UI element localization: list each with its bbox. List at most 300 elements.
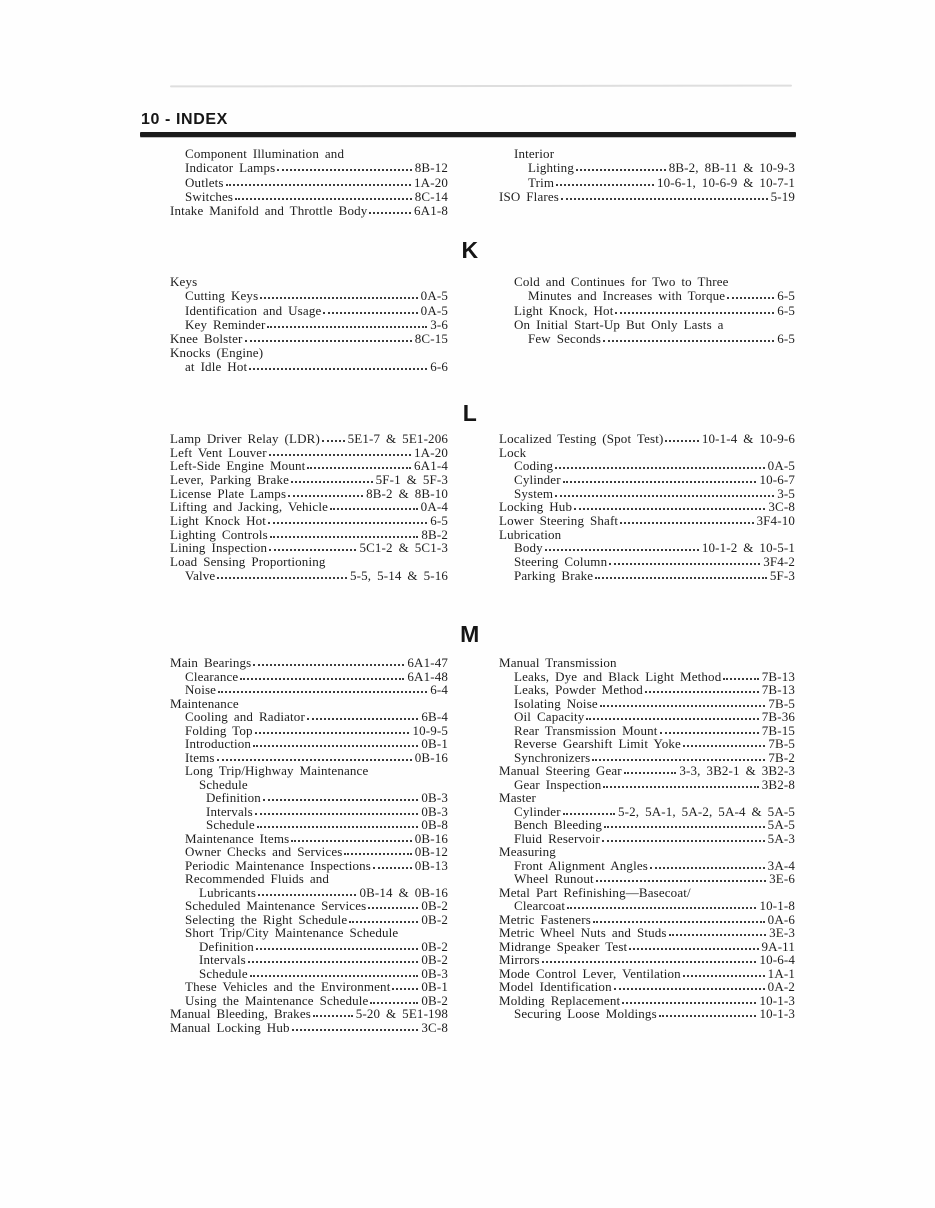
dot-leader (723, 678, 758, 680)
index-entry (499, 818, 795, 832)
entry-label: Measuring (499, 844, 556, 860)
page-ref: 0A-5 (420, 288, 448, 304)
dot-leader (600, 705, 766, 707)
dot-leader (291, 481, 373, 483)
page-header: 10 - INDEX (141, 111, 228, 128)
dot-leader (563, 481, 757, 483)
dot-leader (257, 826, 419, 828)
entry-label: Parking Brake (514, 567, 594, 583)
page-ref: 6-5 (777, 330, 795, 346)
dot-leader (269, 549, 356, 551)
index-entry (170, 189, 448, 203)
page-ref: 0A-2 (767, 979, 795, 995)
entry-label: Securing Loose Moldings (514, 1006, 657, 1022)
section-letter: K (461, 236, 479, 263)
index-column-right (499, 431, 795, 582)
dot-leader (542, 961, 757, 963)
page-ref: 5F-1 & 5F-3 (375, 472, 448, 487)
index-entry (170, 966, 448, 980)
page-ref: 0B-2 (421, 952, 448, 968)
page-ref: 1A-20 (414, 174, 448, 190)
entry-label: Lighting Controls (170, 526, 268, 542)
dot-leader (370, 1002, 418, 1004)
dot-leader (256, 948, 418, 950)
dot-leader (277, 169, 411, 171)
dot-leader (556, 184, 654, 186)
entry-label: Schedule (199, 776, 248, 792)
index-entry (499, 317, 795, 331)
page-ref: 1A-20 (414, 444, 448, 460)
index-entry (499, 541, 795, 555)
entry-label: Using the Maintenance Schedule (185, 992, 369, 1008)
page-ref: 8B-2 (421, 526, 448, 542)
index-entry (499, 804, 795, 818)
index-entry (499, 656, 795, 670)
index-entry (499, 513, 795, 527)
entry-label: Intervals (199, 952, 246, 968)
index-entry (499, 174, 795, 188)
index-entry (170, 818, 448, 832)
entry-label: Clearance (185, 668, 239, 684)
page-ref: 3-3, 3B2-1 & 3B2-3 (679, 763, 795, 779)
dot-leader (369, 212, 411, 214)
page-ref: 5A-3 (767, 830, 795, 846)
entry-label: Indicator Lamps (185, 160, 276, 176)
page-ref: 6A1-8 (414, 202, 448, 218)
entry-label: Lever, Parking Brake (170, 472, 290, 487)
index-entry (499, 1007, 795, 1021)
index-column-right (499, 146, 795, 217)
page-ref: 10-1-4 & 10-9-6 (701, 430, 795, 446)
index-entry (499, 737, 795, 751)
index-entry (499, 885, 795, 899)
page-ref: 3F4-10 (756, 513, 795, 529)
dot-leader (555, 495, 774, 497)
index-entry (499, 831, 795, 845)
page-ref: 3F4-2 (763, 554, 795, 570)
index-entry (170, 359, 448, 373)
entry-label: Maintenance (170, 695, 239, 711)
section-columns (140, 656, 800, 1034)
header-rule (140, 132, 796, 137)
entry-label: These Vehicles and the Environment (185, 979, 391, 995)
entry-label: System (514, 485, 554, 501)
dot-leader (292, 1029, 419, 1031)
entry-label: Localized Testing (Spot Test) (499, 430, 664, 446)
page-ref: 3C-8 (768, 499, 795, 515)
index-entry (170, 858, 448, 872)
page-ref: 5-19 (770, 188, 795, 204)
entry-label: Manual Steering Gear (499, 763, 622, 779)
index-entry (170, 541, 448, 555)
dot-leader (683, 975, 765, 977)
dot-leader (603, 340, 774, 342)
index-entry (170, 764, 448, 778)
page-ref: 5C1-2 & 5C1-3 (359, 540, 448, 556)
entry-label: Lower Steering Shaft (499, 513, 619, 529)
index-entry (170, 513, 448, 527)
page-ref: 10-1-3 (759, 992, 795, 1008)
index-entry (170, 750, 448, 764)
entry-label: Definition (206, 790, 261, 806)
index-entry (170, 431, 448, 445)
entry-label: Mode Control Lever, Ventilation (499, 965, 681, 981)
dot-leader (217, 577, 347, 579)
entry-label: Model Identification (499, 979, 612, 995)
page-ref: 10-1-2 & 10-5-1 (701, 540, 795, 556)
page-ref: 7B-36 (761, 709, 795, 725)
page-ref: 8C-15 (414, 330, 448, 346)
dot-leader (645, 691, 759, 693)
index-entry (499, 486, 795, 500)
index-entry (170, 912, 448, 926)
entry-label: Lining Inspection (170, 540, 268, 556)
page-ref: 6A1-47 (407, 655, 448, 671)
entry-label: Rear Transmission Mount (514, 722, 658, 738)
dot-leader (249, 368, 427, 370)
page-ref: 10-6-4 (759, 952, 795, 968)
dot-leader (217, 759, 412, 761)
index-entry (170, 288, 448, 302)
page-ref: 7B-2 (768, 749, 795, 765)
dot-leader (250, 975, 419, 977)
dot-leader (322, 440, 345, 442)
index-entry (499, 777, 795, 791)
index-entry (499, 568, 795, 582)
index-section-continued (140, 146, 800, 217)
dot-leader (555, 467, 764, 469)
dot-leader (561, 198, 768, 200)
dot-leader (368, 907, 418, 909)
dot-leader (622, 1002, 756, 1004)
index-entry (499, 872, 795, 886)
entry-label: Switches (185, 188, 234, 204)
dot-leader (248, 961, 419, 963)
dot-leader (629, 948, 758, 950)
page-ref: 5A-5 (767, 817, 795, 833)
page-ref: 5-5, 5-14 & 5-16 (350, 567, 448, 583)
index-entry (499, 302, 795, 316)
dot-leader (545, 549, 699, 551)
index-entry (170, 1020, 448, 1034)
dot-leader (349, 921, 418, 923)
entry-label: Clearcoat (514, 898, 566, 914)
dot-leader (650, 867, 765, 869)
dot-leader (240, 678, 404, 680)
index-section-k (140, 237, 800, 373)
index-entry (170, 683, 448, 697)
entry-label: Intake Manifold and Throttle Body (170, 202, 368, 218)
index-entry (170, 331, 448, 345)
entry-label: Manual Transmission (499, 655, 617, 671)
dot-leader (669, 934, 767, 936)
index-entry (499, 953, 795, 967)
index-entry (170, 302, 448, 316)
page-ref: 0B-3 (421, 803, 448, 819)
page-ref: 8C-14 (414, 188, 448, 204)
index-entry (170, 845, 448, 859)
section-letter: M (460, 620, 480, 647)
page-ref: 0A-5 (767, 458, 795, 474)
index-entry (499, 926, 795, 940)
index-entry (170, 791, 448, 805)
dot-leader (258, 894, 356, 896)
index-entry (170, 872, 448, 886)
entry-label: Bench Bleeding (514, 817, 602, 833)
page-ref: 3B2-8 (761, 776, 795, 792)
page-ref: 7B-5 (768, 736, 795, 752)
entry-label: Definition (199, 938, 254, 954)
index-entry (170, 472, 448, 486)
dot-leader (602, 840, 765, 842)
entry-label: Left-Side Engine Mount (170, 458, 306, 474)
index-entry (170, 554, 448, 568)
page-ref: 3E-6 (769, 871, 795, 887)
index-entry (170, 669, 448, 683)
dot-leader (323, 312, 417, 314)
dot-leader (615, 312, 774, 314)
entry-label: Lighting (528, 160, 574, 176)
page-ref: 0B-3 (421, 790, 448, 806)
page-ref: 5F-3 (769, 567, 795, 583)
index-entry (170, 486, 448, 500)
page-ref: 7B-15 (761, 722, 795, 738)
index-entry (499, 683, 795, 697)
section-columns (140, 274, 800, 373)
dot-leader (620, 522, 753, 524)
index-entry (170, 274, 448, 288)
page-ref: 3E-3 (769, 925, 795, 941)
page-ref: 6-5 (430, 513, 448, 529)
dot-leader (307, 467, 411, 469)
page-ref: 0B-2 (421, 911, 448, 927)
entry-label: License Plate Lamps (170, 485, 287, 501)
entry-label: Schedule (199, 965, 248, 981)
entry-label: Cold and Continues for Two to Three (514, 274, 729, 290)
entry-label: Body (514, 540, 543, 556)
index-entry (170, 146, 448, 160)
index-entry (499, 288, 795, 302)
dot-leader (574, 508, 765, 510)
dot-leader (596, 880, 766, 882)
page-ref: 0B-2 (421, 992, 448, 1008)
entry-label: Lubricants (199, 884, 257, 900)
dot-leader (269, 454, 411, 456)
entry-label: Reverse Gearshift Limit Yoke (514, 736, 681, 752)
index-entry (499, 160, 795, 174)
entry-label: Owner Checks and Services (185, 844, 343, 860)
entry-label: Main Bearings (170, 655, 252, 671)
index-entry (170, 527, 448, 541)
entry-label: Lamp Driver Relay (LDR) (170, 430, 320, 446)
entry-label: Synchronizers (514, 749, 591, 765)
entry-label: ISO Flares (499, 188, 559, 204)
entry-label: Leaks, Powder Method (514, 682, 643, 698)
dot-leader (313, 1015, 353, 1017)
entry-label: Manual Locking Hub (170, 1019, 290, 1035)
dot-leader (727, 297, 774, 299)
page-ref: 0B-16 (414, 830, 448, 846)
page-ref: 7B-13 (761, 668, 795, 684)
index-entry (499, 939, 795, 953)
dot-leader (253, 664, 404, 666)
entry-label: Leaks, Dye and Black Light Method (514, 668, 722, 684)
index-entry (170, 696, 448, 710)
index-entry (499, 912, 795, 926)
section-letter: L (462, 400, 478, 427)
entry-label: Knee Bolster (170, 330, 243, 346)
index-entry (499, 554, 795, 568)
index-entry (499, 723, 795, 737)
page-ref: 6-4 (430, 682, 448, 698)
index-entry (170, 174, 448, 188)
page-ref: 10-1-3 (759, 1006, 795, 1022)
index-entry (170, 831, 448, 845)
index-entry (499, 669, 795, 683)
index-entry (499, 189, 795, 203)
entry-label: Midrange Speaker Test (499, 938, 628, 954)
dot-leader (263, 799, 418, 801)
index-entry (170, 656, 448, 670)
index-column-right (499, 274, 795, 373)
entry-label: Outlets (185, 174, 224, 190)
entry-label: Trim (528, 174, 555, 190)
entry-label: Noise (185, 682, 217, 698)
page-ref: 7B-5 (768, 695, 795, 711)
entry-label: Metric Fasteners (499, 911, 591, 927)
index-entry (499, 980, 795, 994)
page-ref: 8B-2 & 8B-10 (366, 485, 448, 501)
entry-label: Light Knock Hot (170, 513, 267, 529)
page-ref: 10-1-8 (759, 898, 795, 914)
entry-label: Component Illumination and (185, 146, 345, 162)
entry-label: On Initial Start-Up But Only Lasts a (514, 316, 724, 332)
dot-leader (288, 495, 363, 497)
dot-leader (592, 759, 765, 761)
index-entry (170, 710, 448, 724)
page-ref: 8B-12 (414, 160, 448, 176)
page-ref: 7B-13 (761, 682, 795, 698)
entry-label: Cooling and Radiator (185, 709, 305, 725)
index-entry (170, 317, 448, 331)
entry-label: Knocks (Engine) (170, 345, 264, 361)
entry-label: Cylinder (514, 803, 561, 819)
index-entry (499, 146, 795, 160)
page-ref: 3C-8 (421, 1019, 448, 1035)
entry-label: Periodic Maintenance Inspections (185, 857, 371, 873)
page-ref: 10-6-1, 10-6-9 & 10-7-1 (656, 174, 795, 190)
dot-leader (268, 522, 427, 524)
index-entry (170, 203, 448, 217)
entry-label: Key Reminder (185, 316, 266, 332)
index-section-m (140, 621, 800, 1034)
entry-label: Molding Replacement (499, 992, 621, 1008)
entry-label: Load Sensing Proportioning (170, 554, 326, 570)
entry-label: Master (499, 790, 536, 806)
index-entry (170, 160, 448, 174)
dot-leader (344, 853, 411, 855)
index-entry (499, 993, 795, 1007)
index-entry (170, 953, 448, 967)
scan-artifact-line (170, 85, 792, 88)
entry-label: Locking Hub (499, 499, 573, 515)
index-column-right (499, 656, 795, 1034)
index-entry (170, 723, 448, 737)
dot-leader (235, 198, 412, 200)
dot-leader (683, 745, 765, 747)
page-ref: 1A-1 (767, 965, 795, 981)
index-entry (170, 459, 448, 473)
dot-leader (609, 563, 760, 565)
index-entry (170, 500, 448, 514)
page-ref: 5-2, 5A-1, 5A-2, 5A-4 & 5A-5 (617, 803, 795, 819)
entry-label: Folding Top (185, 722, 253, 738)
index-entry (499, 899, 795, 913)
dot-leader (576, 169, 666, 171)
dot-leader (586, 718, 758, 720)
index-entry (170, 777, 448, 791)
entry-label: Wheel Runout (514, 871, 594, 887)
index-entry (499, 764, 795, 778)
dot-leader (291, 840, 411, 842)
page-ref: 0B-8 (421, 817, 448, 833)
index-entry (499, 966, 795, 980)
entry-label: Steering Column (514, 554, 608, 570)
page-ref: 6A1-48 (407, 668, 448, 684)
index-entry (170, 980, 448, 994)
entry-label: Recommended Fluids and (185, 871, 330, 887)
dot-leader (245, 340, 412, 342)
entry-label: Cylinder (514, 472, 561, 487)
page-ref: 0B-1 (421, 979, 448, 995)
entry-label: Isolating Noise (514, 695, 598, 711)
dot-leader (567, 907, 756, 909)
page-ref: 0B-13 (414, 857, 448, 873)
entry-label: Metal Part Refinishing—Basecoat/ (499, 884, 691, 900)
index-column-left (170, 274, 448, 373)
index-entry (170, 345, 448, 359)
index-entry (499, 696, 795, 710)
entry-label: Lifting and Jacking, Vehicle (170, 499, 329, 515)
page-ref: 9A-11 (761, 938, 795, 954)
page-ref: 3-6 (430, 316, 448, 332)
page-ref: 10-9-5 (412, 722, 448, 738)
entry-label: Lock (499, 444, 527, 460)
entry-label: Fluid Reservoir (514, 830, 600, 846)
index-section-l (140, 400, 800, 582)
section-columns (140, 431, 800, 582)
dot-leader (604, 826, 765, 828)
entry-label: Maintenance Items (185, 830, 290, 846)
dot-leader (330, 508, 418, 510)
index-entry (499, 445, 795, 459)
entry-label: Light Knock, Hot (514, 302, 614, 318)
page-ref: 0A-6 (767, 911, 795, 927)
index-sections (140, 146, 800, 1034)
entry-label: Introduction (185, 736, 252, 752)
dot-leader (373, 867, 412, 869)
page-ref: 6-5 (777, 288, 795, 304)
index-entry (170, 899, 448, 913)
index-entry (499, 858, 795, 872)
index-entry (499, 527, 795, 541)
page-ref: 0B-16 (414, 749, 448, 765)
dot-leader (218, 691, 427, 693)
index-entry (499, 459, 795, 473)
index-entry (170, 1007, 448, 1021)
index-entry (170, 939, 448, 953)
index-entry (499, 331, 795, 345)
